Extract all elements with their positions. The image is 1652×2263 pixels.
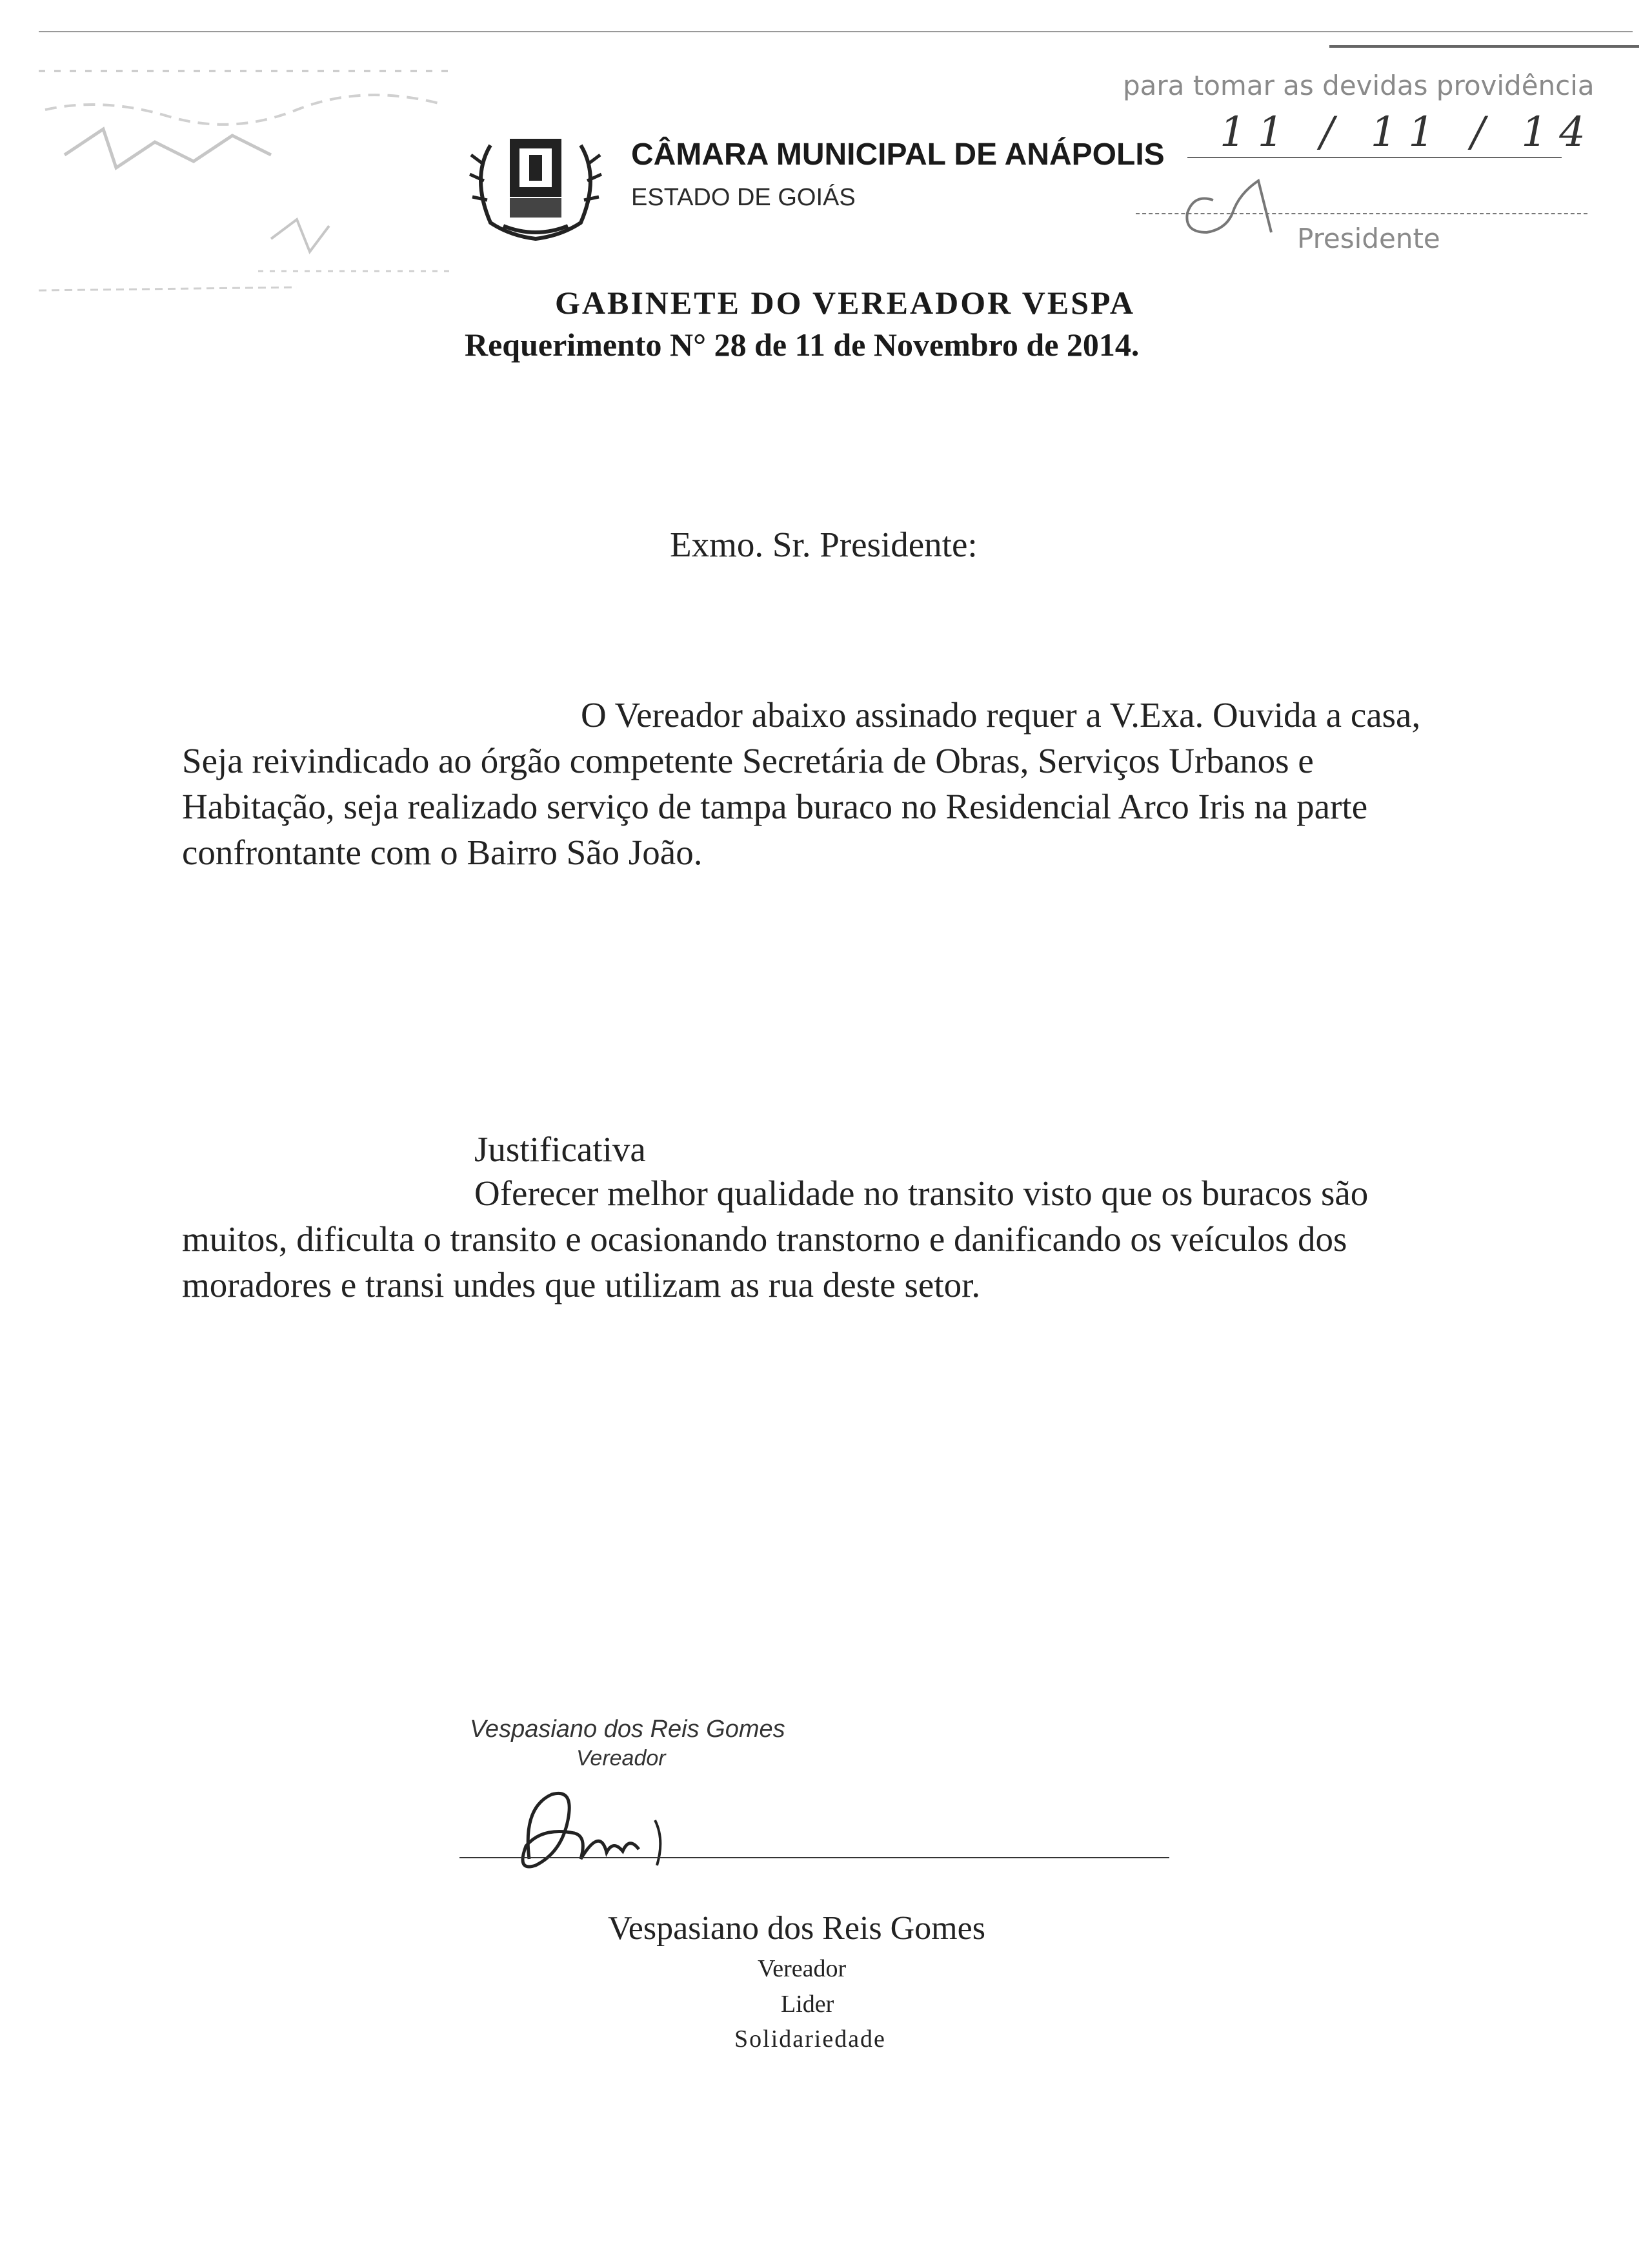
dispatch-date: 11 / 11 / 14 bbox=[1220, 108, 1597, 156]
signatory-role: Vereador bbox=[758, 1955, 847, 1982]
signatory-name: Vespasiano dos Reis Gomes bbox=[608, 1910, 985, 1947]
request-number: Requerimento N° 28 de 11 de Novembro de 2014. bbox=[465, 327, 1140, 363]
coat-of-arms-emblem bbox=[465, 119, 607, 242]
office-title: GABINETE DO VEREADOR VESPA bbox=[555, 285, 1135, 321]
top-right-scan-line bbox=[1329, 45, 1639, 48]
top-scan-line bbox=[39, 31, 1633, 32]
body-line-1: O Vereador abaixo assinado requer a V.Exa. Ouvida a casa, bbox=[581, 695, 1421, 735]
protocol-stamp bbox=[26, 58, 465, 303]
chamber-name: CÂMARA MUNICIPAL DE ANÁPOLIS bbox=[631, 137, 1165, 172]
signatory-party: Solidariedade bbox=[734, 2025, 886, 2053]
signature-stamp-name: Vespasiano dos Reis Gomes bbox=[470, 1716, 785, 1743]
president-signature-line bbox=[1136, 213, 1587, 214]
signatory-position: Lider bbox=[781, 1991, 834, 2018]
president-initials-signature bbox=[1168, 168, 1310, 245]
state-name: ESTADO DE GOIÁS bbox=[631, 184, 856, 211]
handwritten-signature bbox=[490, 1769, 684, 1878]
signature-stamp-role: Vereador bbox=[576, 1746, 666, 1771]
justification-line-3: moradores e transi undes que utilizam as rua deste setor. bbox=[182, 1265, 981, 1304]
body-line-3: Habitação, seja realizado serviço de tampa buraco no Residencial Arco Iris na parte bbox=[182, 787, 1368, 826]
body-line-4: confrontante com o Bairro São João. bbox=[182, 833, 703, 872]
signature-line bbox=[459, 1857, 1169, 1858]
justification-line-2: muitos, dificulta o transito e ocasionando transtorno e danificando os veículos dos bbox=[182, 1219, 1347, 1259]
salutation: Exmo. Sr. Presidente: bbox=[670, 525, 978, 564]
justification-line-1: Oferecer melhor qualidade no transito visto que os buracos são bbox=[474, 1173, 1369, 1213]
president-label: Presidente bbox=[1297, 223, 1440, 254]
dispatch-date-line bbox=[1187, 157, 1562, 158]
body-line-2: Seja reivindicado ao órgão competente Secretária de Obras, Serviços Urbanos e bbox=[182, 741, 1314, 780]
dispatch-instruction: para tomar as devidas providência bbox=[1123, 70, 1595, 101]
justification-heading: Justificativa bbox=[474, 1130, 646, 1169]
